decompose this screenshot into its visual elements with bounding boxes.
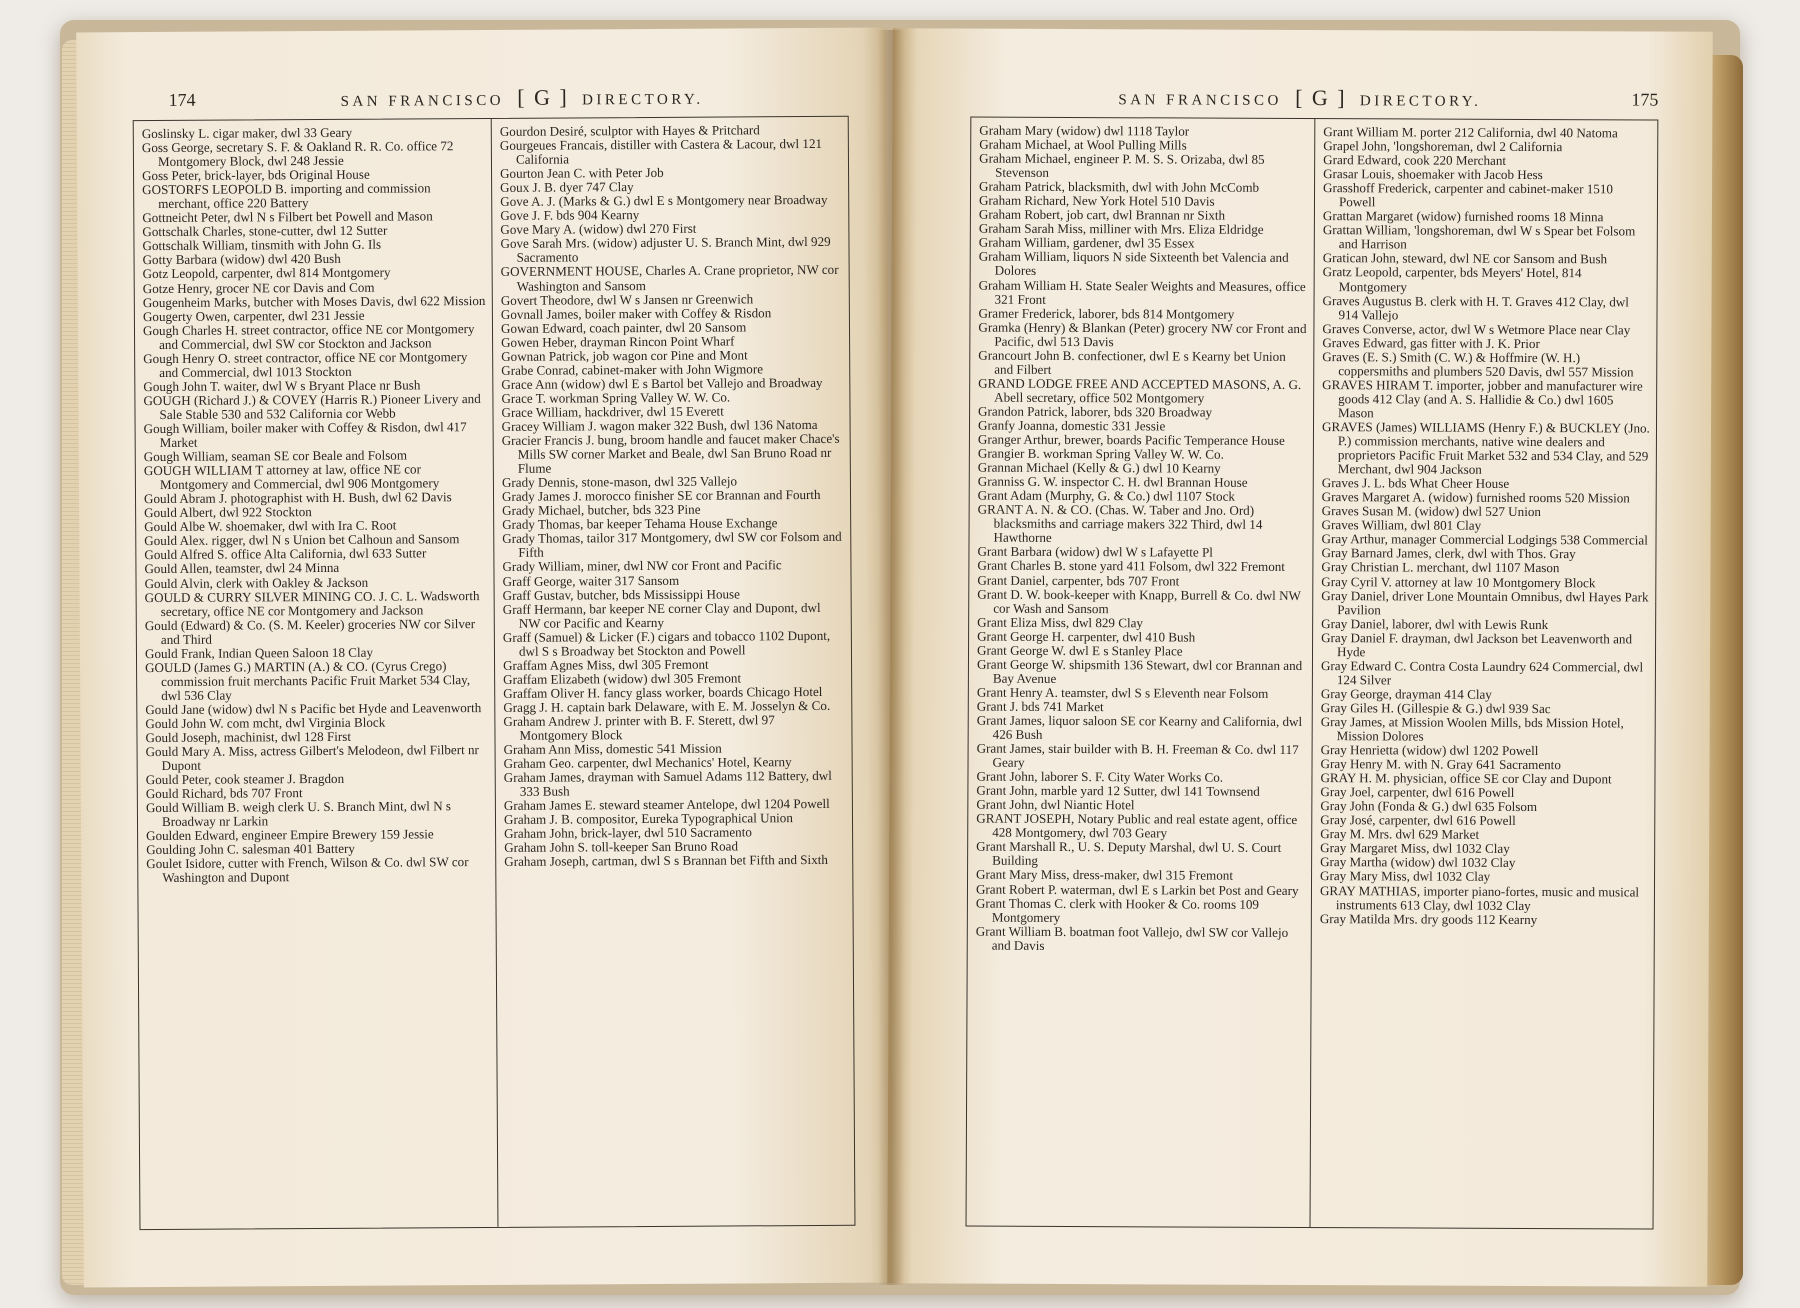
directory-entry: Gough John T. waiter, dwl W s Bryant Place nr Bush [143,377,421,394]
page-number: 175 [1631,88,1659,110]
directory-entry: Gould Frank, Indian Queen Saloon 18 Clay [144,644,374,661]
directory-entry: Gould (Edward) & Co. (S. M. Keeler) groceries NW cor Silver and Third [144,615,476,647]
directory-entry: Grard Edward, cook 220 Merchant [1323,152,1507,168]
directory-entry: Gray James, at Mission Woolen Mills, bds Mission Hotel, Mission Dolores [1320,714,1624,744]
directory-entry: Grant J. bds 741 Market [976,698,1104,715]
directory-entry: Gray Daniel F. drayman, dwl Jackson bet Leavenworth and Hyde [1321,629,1633,660]
directory-entry: Graff Gustav, butcher, bds Mississippi House [502,585,740,603]
directory-entry: Grant Eliza Miss, dwl 829 Clay [977,614,1144,630]
directory-entry: Graffam Elizabeth (widow) dwl 305 Fremont [503,670,742,687]
directory-entry: Gove Sarah Mrs. (widow) adjuster U. S. Branch Mint, dwl 929 Sacramento [500,234,831,266]
directory-entry: Gould John W. com mcht, dwl Virginia Block [145,714,386,732]
running-title-city: SAN FRANCISCO [1118,92,1282,109]
directory-entry: Gray Arthur, manager Commercial Lodgings 538 Commercial [1321,531,1648,548]
directory-entry: Gourgeues Francais, distiller with Castera & Lacour, dwl 121 California [499,135,823,167]
directory-entry: Gould Albe W. shoemaker, dwl with Ira C. Root [144,517,397,535]
directory-entry: Govert Theodore, dwl W s Jansen nr Greenwich [500,290,754,308]
directory-entry: Gramer Frederick, laborer, bds 814 Montgomery [978,305,1235,322]
directory-entry: Gougenheim Marks, butcher with Moses Davis, dwl 622 Mission [142,292,486,310]
directory-entry: Gray John (Fonda & G.) dwl 635 Folsom [1320,798,1538,815]
directory-entry: Graham William, liquors N side Sixteenth bet Valencia and Dolores [978,249,1289,279]
directory-entry: Graham Ann Miss, domestic 541 Mission [503,740,722,757]
directory-entry: Gowen Heber, drayman Rincon Point Wharf [501,333,735,350]
directory-entry: Grady Thomas, tailor 317 Montgomery, dwl SW cor Folsom and Fifth [502,529,842,561]
directory-entry: Graham John S. toll-keeper San Bruno Road [504,838,739,856]
directory-entry: Graffam Oliver H. fancy glass worker, boards Chicago Hotel [503,683,823,701]
directory-entry: Gove A. J. (Marks & G.) dwl E s Montgomery near Broadway [500,192,828,210]
directory-entry: Grandon Patrick, laborer, bds 320 Broadway [978,403,1213,420]
directory-entry: Graves Susan M. (widow) dwl 527 Union [1321,503,1541,520]
directory-entry: Grannan Michael (Kelly & G.) dwl 10 Kearny [977,459,1221,476]
directory-entry: Gray Daniel, driver Lone Mountain Omnibus, dwl Hayes Park Pavilion [1321,587,1649,617]
directory-entry: Grant George H. carpenter, dwl 410 Bush [977,628,1196,645]
running-title [968,84,1631,113]
directory-entry: Graham James, drayman with Samuel Adams 112 Battery, dwl 333 Bush [503,768,832,799]
directory-entry: Grace Ann (widow) dwl E s Bartol bet Vallejo and Broadway [501,374,823,392]
directory-entry: GOVERNMENT HOUSE, Charles A. Crane proprietor, NW cor Washington and Sansom [500,262,839,294]
left-page [76,28,894,1288]
directory-entry: Grant George W. dwl E s Stanley Place [976,642,1183,659]
right-page-column-2 [1310,119,1658,1228]
directory-entry: Graham James E. steward steamer Antelope, dwl 1204 Powell [503,796,830,814]
directory-entry: Grapel John, 'longshoreman, dwl 2 California [1323,138,1563,155]
directory-entry: Grangier B. workman Spring Valley W. W. Co. [977,445,1224,462]
directory-entry: Gould Abram J. photographist with H. Bush, dwl 62 Davis [143,489,452,507]
directory-entry: Grasshoff Frederick, carpenter and cabinet-maker 1510 Powell [1323,180,1613,210]
directory-entry: Gove Mary A. (widow) dwl 270 First [500,221,697,238]
directory-entry: Gray Daniel, laborer, dwl with Lewis Runk [1321,615,1549,632]
directory-entry: Graham Joseph, cartman, dwl S s Brannan bet Fifth and Sixth [504,852,828,870]
directory-entry: Gray Henry M. with N. Gray 641 Sacramento [1320,756,1561,773]
directory-entry: GRAVES (James) WILLIAMS (Henry F.) & BUCKLEY (Jno. P.) commission merchants, native wine dealers and proprietors Pacific Fruit Market 532 and 534 Clay, and 529 Merchant, dwl 904 Jackson [1321,419,1650,477]
directory-entry: Graham Michael, engineer P. M. S. S. Orizaba, dwl 85 Stevenson [979,150,1265,181]
directory-entry: Graham William, gardener, dwl 35 Essex [978,234,1195,251]
directory-entry: Goulden Edward, engineer Empire Brewery 159 Jessie [146,826,434,844]
directory-entry: Gotze Henry, grocer NE cor Davis and Com [142,279,375,296]
left-page-column-1 [134,119,498,1229]
directory-entry: Gray Matilda Mrs. dry goods 112 Kearny [1319,910,1538,927]
directory-entry: Gould Joseph, machinist, dwl 128 First [145,728,352,746]
right-page-text-frame [966,117,1659,1230]
directory-entry: GRAY MATHIAS, importer piano-fortes, music and musical instruments 613 Clay, dwl 1032 Clay [1319,882,1640,913]
directory-entry: Gray Barnard James, clerk, dwl with Thos. Gray [1321,545,1576,562]
directory-entry: Grant James, liquor saloon SE cor Kearny and California, dwl 426 Bush [976,712,1303,742]
directory-entry: Granniss G. W. inspector C. H. dwl Brannan House [977,473,1248,490]
directory-entry: Granfy Joanna, domestic 331 Jessie [977,417,1166,434]
directory-entry: Gould Alfred S. office Alta California, dwl 633 Sutter [144,545,427,563]
directory-entry: Grant James, stair builder with B. H. Freeman & Co. dwl 117 Geary [976,740,1299,770]
directory-entry: Grant William B. boatman foot Vallejo, dwl SW cor Vallejo and Davis [975,923,1289,953]
directory-entry: Gough William, boiler maker with Coffey & Risdon, dwl 417 Market [143,419,467,451]
running-title-letter: [ G ] [1295,84,1347,111]
directory-entry: Graham Andrew J. printer with B. F. Sterett, dwl 97 Montgomery Block [503,712,775,743]
running-title-city: SAN FRANCISCO [340,92,505,110]
directory-entry: Grant Robert P. waterman, dwl E s Larkin bet Post and Geary [975,881,1299,898]
directory-entry: Gourton Jean C. with Peter Job [499,165,664,182]
page-number: 174 [168,89,196,110]
directory-entry: GRANT JOSEPH, Notary Public and real estate agent, office 428 Montgomery, dwl 703 Geary [976,810,1298,841]
directory-entry: Graham Patrick, blacksmith, dwl with John McComb [979,178,1260,196]
right-page-header [968,81,1658,116]
directory-entry: Goss Peter, brick-layer, bds Original House [142,166,370,184]
directory-entry: GRAND LODGE FREE AND ACCEPTED MASONS, A. G. Abell secretary, office 502 Montgomery [978,375,1302,406]
directory-entry: Grant John, dwl Niantic Hotel [976,796,1135,813]
directory-entry: Gray M. Mrs. dwl 629 Market [1320,826,1480,843]
left-page-header [168,80,848,116]
directory-entry: Gragg J. H. captain bark Delaware, with E. M. Josselyn & Co. [503,697,831,715]
directory-entry: GOUGH (Richard J.) & COVEY (Harris R.) Pioneer Livery and Sale Stable 530 and 532 California cor Webb [143,390,481,422]
directory-entry: Gougerty Owen, carpenter, dwl 231 Jessie [142,307,365,324]
directory-entry: Graves William, dwl 801 Clay [1321,517,1482,534]
directory-entry: Gourdon Desiré, sculptor with Hayes & Pritchard [499,122,760,139]
directory-entry: Grant John, laborer S. F. City Water Works Co. [976,768,1224,785]
directory-entry: Grady Dennis, stone-mason, dwl 325 Vallejo [501,473,738,491]
directory-entry: Grabe Conrad, cabinet-maker with John Wigmore [501,361,764,378]
directory-entry: Gramka (Henry) & Blankan (Peter) grocery NW cor Front and Pacific, dwl 513 Davis [978,319,1307,349]
directory-entry: Grant Henry A. teamster, dwl S s Eleventh near Folsom [976,684,1269,701]
directory-entry: Graff Hermann, bar keeper NE corner Clay and Dupont, dwl NW cor Pacific and Kearny [502,599,821,631]
directory-entry: Graham Michael, at Wool Pulling Mills [979,136,1187,153]
directory-entry: Graff (Samuel) & Licker (F.) cigars and tobacco 1102 Dupont, dwl S s Broadway bet Stockton and Powell [502,627,831,659]
directory-entry: Gottschalk William, tinsmith with John G. Ils [142,237,382,254]
directory-entry: Grant George W. shipsmith 136 Stewart, dwl cor Brannan and Bay Avenue [976,656,1303,686]
running-title [196,83,849,113]
directory-entry: Graves Edward, gas fitter with J. K. Prior [1322,334,1540,351]
directory-entry: Graffam Agnes Miss, dwl 305 Fremont [503,656,709,673]
directory-entry: Gould William B. weigh clerk U. S. Branch Mint, dwl N s Broadway nr Larkin [145,798,452,830]
directory-entry: Gray Mary Miss, dwl 1032 Clay [1320,868,1491,885]
directory-entry: Gray Henrietta (widow) dwl 1202 Powell [1320,742,1539,759]
directory-entry: Grace William, hackdriver, dwl 15 Everett [501,403,724,420]
directory-entry: Govnall James, boiler maker with Coffey & Risdon [500,304,772,322]
directory-entry: Gould Peter, cook steamer J. Bragdon [145,771,345,788]
running-title-word: DIRECTORY. [1359,93,1482,110]
directory-entry: Gray Joel, carpenter, dwl 616 Powell [1320,784,1515,801]
directory-entry: Gratican John, steward, dwl NE cor Sansom and Bush [1322,250,1608,267]
directory-entry: Grant John, marble yard 12 Sutter, dwl 141 Townsend [976,782,1260,800]
directory-entry: Grant Marshall R., U. S. Deputy Marshal, dwl U. S. Court Building [976,838,1282,869]
directory-entry: Grady William, miner, dwl NW cor Front and Pacific [502,557,782,575]
directory-entry: GOSTORFS LEOPOLD B. importing and commission merchant, office 220 Battery [142,180,431,212]
running-title-word: DIRECTORY. [582,91,704,109]
directory-entry: Grattan Margaret (widow) furnished rooms 18 Minna [1322,208,1604,225]
directory-entry: Gray Cyril V. attorney at law 10 Montgomery Block [1321,573,1596,590]
directory-entry: Grant Mary Miss, dress-maker, dwl 315 Fremont [976,867,1234,884]
left-page-column-2 [491,117,855,1227]
directory-entry: Grady Thomas, bar keeper Tehama House Exchange [502,515,778,533]
directory-entry: Grattan William, 'longshoreman, dwl W s Spear bet Folsom and Harrison [1322,222,1636,252]
directory-entry: Graves Margaret A. (widow) furnished rooms 520 Mission [1321,489,1630,506]
directory-entry: Gray José, carpenter, dwl 616 Powell [1320,812,1516,829]
directory-entry: Gove J. F. bds 904 Kearny [500,207,640,224]
directory-entry: Gray Giles H. (Gillespie & G.) dwl 939 Sac [1320,700,1551,717]
directory-entry: Grant Charles B. stone yard 411 Folsom, dwl 322 Fremont [977,558,1285,575]
directory-entry: Graves Converse, actor, dwl W s Wetmore Place near Clay [1322,320,1631,338]
directory-entry: Gough Charles H. street contractor, office NE cor Montgomery and Commercial, dwl SW cor Stockton and Jackson [142,320,475,352]
directory-entry: Grady James J. morocco finisher SE cor Brannan and Fourth [501,487,821,505]
directory-entry: Granger Arthur, brewer, boards Pacific Temperance House [977,431,1285,448]
directory-entry: Graves Augustus B. clerk with H. T. Graves 412 Clay, dwl 914 Vallejo [1322,292,1629,323]
directory-entry: Gownan Patrick, job wagon cor Pine and Mont [501,347,748,364]
directory-entry: Graham William H. State Sealer Weights and Measures, office 321 Front [978,277,1306,307]
directory-entry: Gowan Edward, coach painter, dwl 20 Sansom [500,319,747,336]
directory-entry: Gough William, seaman SE cor Beale and Folsom [143,447,408,465]
directory-entry: Grancourt John B. confectioner, dwl E s Kearny bet Union and Filbert [978,347,1286,377]
directory-entry: Gould Jane (widow) dwl N s Pacific bet Hyde and Leavenworth [145,699,482,717]
directory-entry: Graves J. L. bds What Cheer House [1321,475,1510,492]
directory-entry: Gracier Francis J. bung, broom handle and faucet maker Chace's Mills SW corner Market and Beale, dwl San Bruno Road nr Flume [501,430,840,476]
directory-entry: Grant William M. porter 212 California, dwl 40 Natoma [1323,124,1618,141]
directory-entry: Gough Henry O. street contractor, office NE cor Montgomery and Commercial, dwl 1013 Stockton [143,348,468,380]
directory-entry: Gould Richard, bds 707 Front [145,785,303,802]
directory-entry: Gracey William J. wagon maker 322 Bush, dwl 136 Natoma [501,416,818,434]
directory-entry: GOUGH WILLIAM T attorney at law, office NE cor Montgomery and Commercial, dwl 906 Montgomery [143,461,440,493]
directory-entry: GOULD (James G.) MARTIN (A.) & CO. (Cyrus Crego) commission fruit merchants Pacific Fruit Market 534 Clay, dwl 536 Clay [145,658,471,703]
directory-entry: Goulet Isidore, cutter with French, Wilson & Co. dwl SW cor Washington and Dupont [146,854,469,886]
directory-entry: Gould Albert, dwl 922 Stockton [144,504,312,521]
directory-entry: Gray Margaret Miss, dwl 1032 Clay [1320,840,1510,857]
left-page-text-frame [133,116,856,1230]
directory-entry: Graham J. B. compositor, Eureka Typographical Union [503,810,793,828]
directory-entry: Goslinsky L. cigar maker, dwl 33 Geary [141,124,353,142]
directory-entry: Graves (E. S.) Smith (C. W.) & Hoffmire (W. H.) coppersmiths and plumbers 520 Davis, dwl 557 Mission [1322,348,1634,380]
directory-entry: GOULD & CURRY SILVER MINING CO. J. C. L. Wadsworth secretary, office NE cor Montgomery and Jackson [144,587,480,619]
directory-entry: GRAVES HIRAM T. importer, jobber and manufacturer wire goods 412 Clay (and A. S. Hallidie & Co.) dwl 1605 Mason [1322,376,1643,421]
right-page-column-1 [967,118,1315,1227]
directory-entry: Graham Mary (widow) dwl 1118 Taylor [979,122,1190,139]
directory-entry: Graham Geo. carpenter, dwl Mechanics' Hotel, Kearny [503,754,792,771]
directory-entry: Gray Christian L. merchant, dwl 1107 Mason [1321,559,1560,576]
directory-entry: GRAY H. M. physician, office SE cor Clay and Dupont [1320,770,1612,787]
directory-entry: Goux J. B. dyer 747 Clay [500,179,634,196]
directory-entry: Grady Michael, butcher, bds 323 Pine [502,501,701,519]
directory-entry: Gottschalk Charles, stone-cutter, dwl 12 Sutter [142,222,388,240]
directory-entry: Gray George, drayman 414 Clay [1320,685,1492,702]
directory-entry: Gray Martha (widow) dwl 1032 Clay [1320,854,1516,871]
directory-entry: Graham John, brick-layer, dwl 510 Sacramento [504,824,752,842]
directory-entry: Grasar Louis, shoemaker with Jacob Hess [1323,166,1543,183]
running-title-letter: [ G ] [517,84,569,110]
directory-entry: GRANT A. N. & CO. (Chas. W. Taber and Jno. Ord) blacksmiths and carriage makers 322 Third, dwl 14 Hawthorne [977,501,1263,546]
directory-entry: Gould Alex. rigger, dwl N s Union bet Calhoun and Sansom [144,531,460,549]
directory-entry: Grant Thomas C. clerk with Hooker & Co. rooms 109 Montgomery [975,895,1260,925]
directory-entry: Goss George, secretary S. F. & Oakland R. R. Co. office 72 Montgomery Block, dwl 248 Jessie [141,138,454,170]
directory-entry: Grant D. W. book-keeper with Knapp, Burrell & Co. dwl NW cor Wash and Sansom [977,586,1301,616]
directory-entry: Gray Edward C. Contra Costa Laundry 624 Commercial, dwl 124 Silver [1320,657,1644,688]
directory-entry: Graham Richard, New York Hotel 510 Davis [978,192,1215,209]
directory-entry: Graham Robert, job cart, dwl Brannan nr Sixth [978,206,1226,223]
directory-entry: Gratz Leopold, carpenter, bds Meyers' Hotel, 814 Montgomery [1322,264,1582,294]
directory-entry: Grace T. workman Spring Valley W. W. Co. [501,389,731,406]
directory-entry: Gould Mary A. Miss, actress Gilbert's Melodeon, dwl Filbert nr Dupont [145,742,479,774]
directory-entry: Gould Alvin, clerk with Oakley & Jackson [144,574,369,591]
directory-entry: Grant Adam (Murphy, G. & Co.) dwl 1107 Stock [977,487,1235,504]
book-gutter [878,30,904,1285]
directory-entry: Gould Allen, teamster, dwl 24 Minna [144,560,340,577]
directory-entry: Gotz Leopold, carpenter, dwl 814 Montgomery [142,265,391,282]
directory-entry: Goulding John C. salesman 401 Battery [146,841,355,858]
right-page [887,28,1712,1287]
directory-entry: Graff George, waiter 317 Sansom [502,572,680,589]
directory-entry: Graham Sarah Miss, milliner with Mrs. Eliza Eldridge [978,220,1264,238]
directory-entry: Grant Daniel, carpenter, bds 707 Front [977,572,1180,588]
directory-entry: Gotty Barbara (widow) dwl 420 Bush [142,251,341,268]
directory-entry: Gottneicht Peter, dwl N s Filbert bet Powell and Mason [142,208,433,226]
directory-entry: Grant Barbara (widow) dwl W s Lafayette Pl [977,543,1213,561]
